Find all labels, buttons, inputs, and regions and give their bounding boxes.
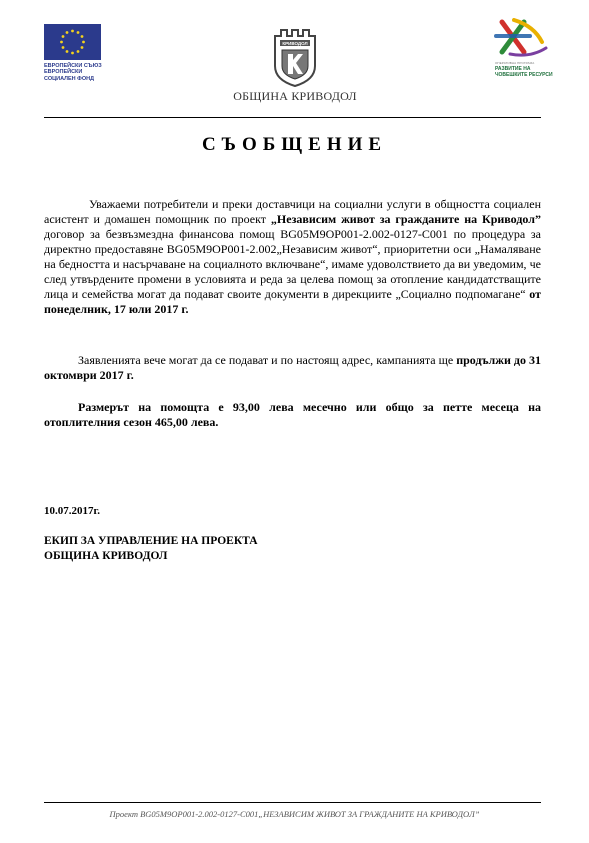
paragraph-text: договор за безвъзмездна финансова помощ BG05M9OP001-2.002-0127-C001 по процедура за директно предоставяне BG05M9OP001-2.002„Независим живот“, приоритетни оси „Намаляване на бедността и насърчаване на социалното включване“, имаме удоволствието да ви уведомим, че след утвърдените промени в условията и реда за целева помощ за отопление кандидатстващите лица и семейства могат да подават своите документи в дирекциите „Социално подпомагане“ bbox=[44, 227, 541, 301]
end-date: продължи до 31 октомври 2017 г. bbox=[44, 353, 541, 382]
hr-program-logo-icon bbox=[490, 18, 562, 90]
page-title: СЪОБЩЕНИЕ bbox=[201, 134, 388, 155]
document-header bbox=[0, 0, 589, 120]
header-divider bbox=[44, 117, 541, 118]
paragraph-intro bbox=[44, 197, 541, 317]
hr-program-line: РАЗВИТИЕ НА bbox=[495, 66, 531, 72]
municipality-name: ОБЩИНА КРИВОДОЛ bbox=[233, 89, 357, 103]
paragraph-amount: Размерът на помощта е 93,00 лева месечно или общо за петте месеца на отоплителния сезон 465,00 лева. bbox=[44, 400, 541, 429]
start-date: от понеделник, 17 юли 2017 г. bbox=[44, 287, 541, 316]
page-footer: Проект BG05М9ОР001-2.002-0127-С001„НЕЗАВИСИМ ЖИВОТ ЗА ГРАЖДАНИТЕ НА КРИВОДОЛ” bbox=[109, 809, 480, 819]
hr-program-caption bbox=[495, 60, 565, 78]
project-name: „Независим живот за гражданите на Криводол” bbox=[270, 212, 541, 226]
signature-block bbox=[44, 534, 258, 564]
signature-line: ЕКИП ЗА УПРАВЛЕНИЕ НА ПРОЕКТА bbox=[44, 535, 258, 547]
paragraph-address bbox=[44, 353, 541, 383]
eu-caption-line: ЕВРОПЕЙСКИ bbox=[44, 69, 83, 76]
hr-program-line: ЧОВЕШКИТЕ РЕСУРСИ bbox=[495, 72, 553, 78]
paragraph-text: Заявленията вече могат да се подават и по настоящ адрес, кампанията ще bbox=[78, 353, 457, 367]
hr-program-line: ОПЕРАТИВНА ПРОГРАМА bbox=[495, 61, 535, 65]
eu-logo bbox=[44, 24, 106, 84]
municipality-crest-icon bbox=[271, 26, 319, 88]
footer-divider bbox=[44, 802, 541, 803]
eu-caption-line: ЕВРОПЕЙСКИ СЪЮЗ bbox=[44, 63, 102, 69]
eu-caption-line: СОЦИАЛЕН ФОНД bbox=[44, 75, 95, 82]
paragraph-text: Уважаеми потребители и преки доставчици на социални услуги в общността социален асистент и домашен помощник по проект bbox=[44, 197, 541, 226]
crest-label: КРИВОДОЛ bbox=[282, 41, 308, 46]
eu-caption bbox=[44, 63, 124, 82]
document-date: 10.07.2017г. bbox=[44, 505, 101, 517]
eu-stars-icon bbox=[44, 24, 101, 60]
eu-flag-icon bbox=[44, 24, 101, 60]
signature-line: ОБЩИНА КРИВОДОЛ bbox=[44, 550, 168, 562]
